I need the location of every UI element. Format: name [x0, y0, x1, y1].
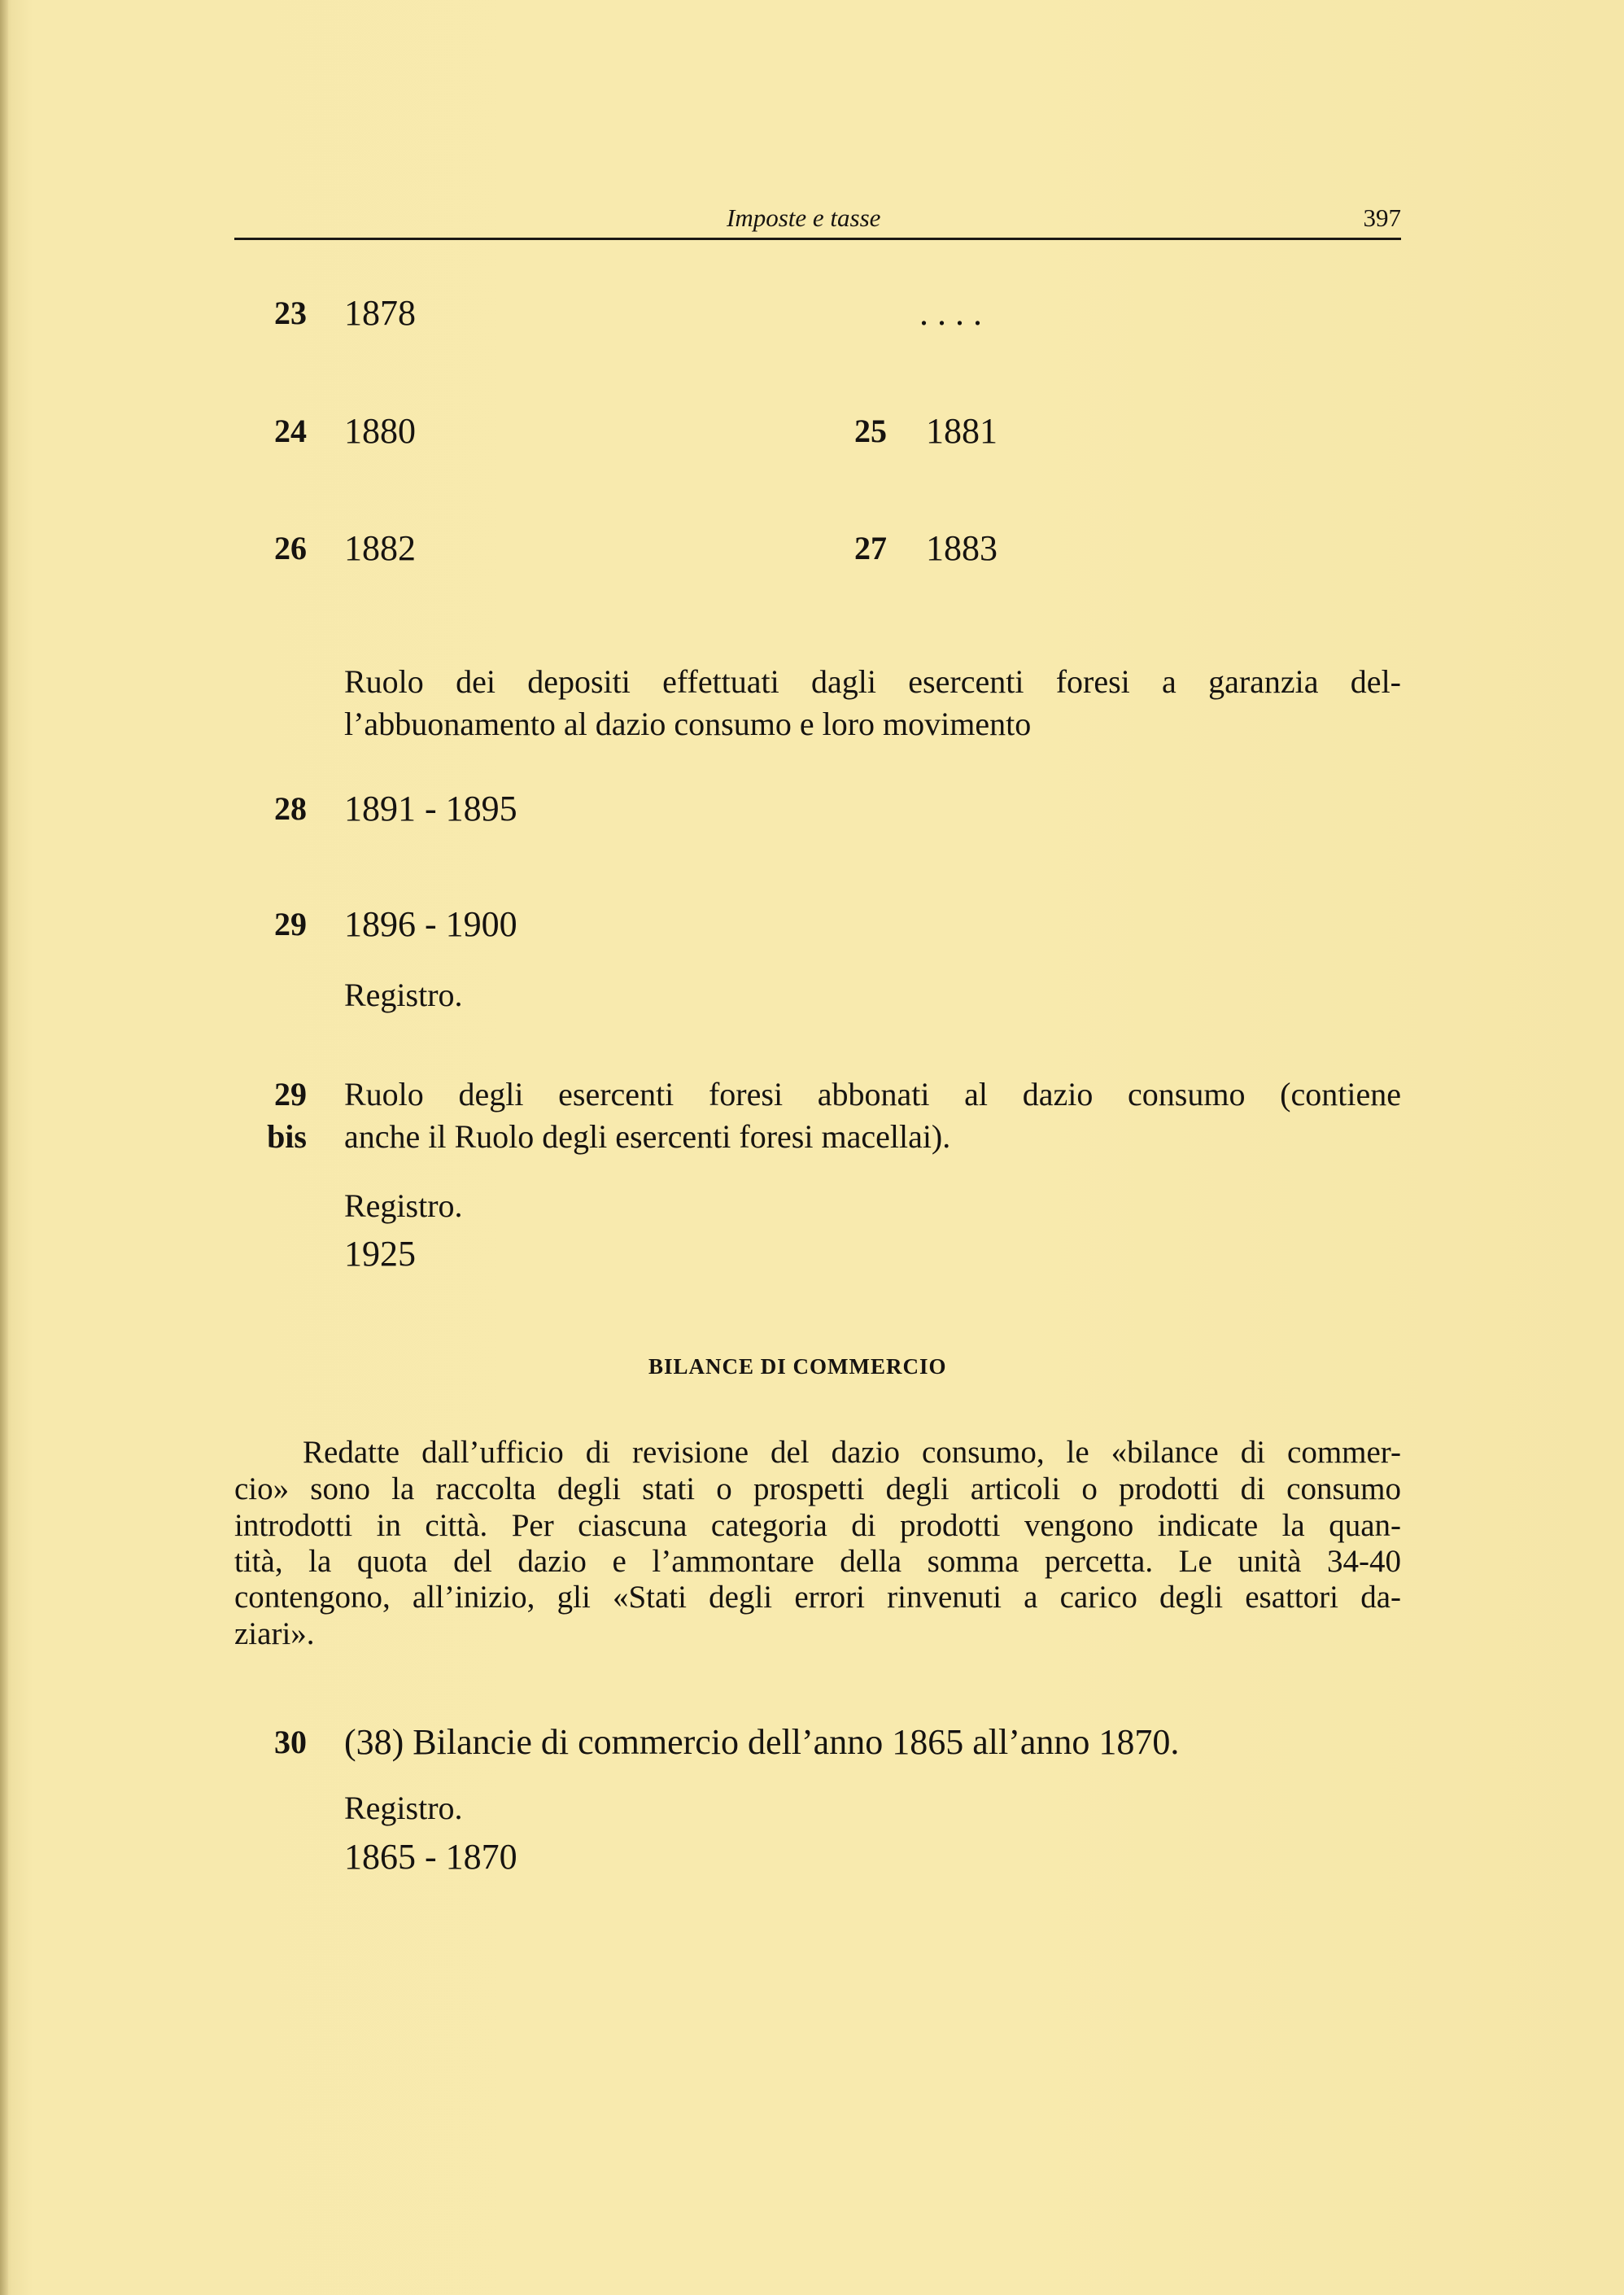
paragraph-line: cio» sono la raccolta degli stati o prospetti degli articoli o prodotti di consumo	[234, 1471, 1401, 1506]
running-header-title: Imposte e tasse	[727, 203, 881, 232]
entry-number: 23	[274, 295, 307, 331]
paragraph-line: introdotti in città. Per ciascuna categoria di prodotti vengono indicate la quan-	[234, 1508, 1401, 1543]
entry-type: Registro.	[344, 1790, 463, 1826]
entry-title: (38) Bilancie di commercio dell’anno 1865 all’anno 1870.	[344, 1722, 1180, 1762]
entry-year: 1882	[344, 528, 416, 568]
entry-number: 26	[274, 530, 307, 566]
entry-year: 1881	[926, 411, 998, 451]
paragraph-line: tità, la quota del dazio e l’ammontare della somma percetta. Le unità 34-40	[234, 1544, 1401, 1579]
entry-title-line: Ruolo degli esercenti foresi abbonati al dazio consumo (contiene	[344, 1076, 1401, 1113]
entry-year: 1883	[926, 528, 998, 568]
series-title-line: Ruolo dei depositi effettuati dagli esercenti foresi a garanzia del-	[344, 663, 1401, 700]
series-title-line: l’abbuonamento al dazio consumo e loro movimento	[344, 706, 1032, 742]
entry-year: 1880	[344, 411, 416, 451]
entry-type: Registro.	[344, 977, 463, 1013]
entry-year: 1878	[344, 293, 416, 333]
entry-number: 24	[274, 413, 307, 449]
entry-number: 29	[274, 906, 307, 942]
entry-years: 1896 - 1900	[344, 904, 517, 944]
entry-number: 25	[854, 413, 887, 449]
entry-number: 29	[274, 1076, 307, 1113]
page-binding-edge	[0, 0, 8, 2295]
header-rule	[234, 238, 1401, 240]
entry-number: 28	[274, 790, 307, 827]
entry-ellipsis: . . . .	[919, 293, 982, 333]
paragraph-line: Redatte dall’ufficio di revisione del dazio consumo, le «bilance di commer-	[303, 1435, 1401, 1470]
paragraph-line: contengono, all’inizio, gli «Stati degli errori rinvenuti a carico degli esattori da-	[234, 1580, 1401, 1615]
entry-number: 30	[274, 1724, 307, 1760]
entry-years: 1891 - 1895	[344, 789, 517, 828]
section-heading: BILANCE DI COMMERCIO	[648, 1354, 947, 1379]
entry-number: 27	[854, 530, 887, 566]
entry-title-line: anche il Ruolo degli esercenti foresi macellai).	[344, 1118, 951, 1155]
entry-years: 1865 - 1870	[344, 1837, 517, 1877]
paragraph-line: ziari».	[234, 1616, 315, 1651]
entry-type: Registro.	[344, 1187, 463, 1224]
entry-number-suffix: bis	[267, 1118, 307, 1155]
entry-year: 1925	[344, 1234, 416, 1274]
page-number: 397	[1363, 203, 1401, 232]
